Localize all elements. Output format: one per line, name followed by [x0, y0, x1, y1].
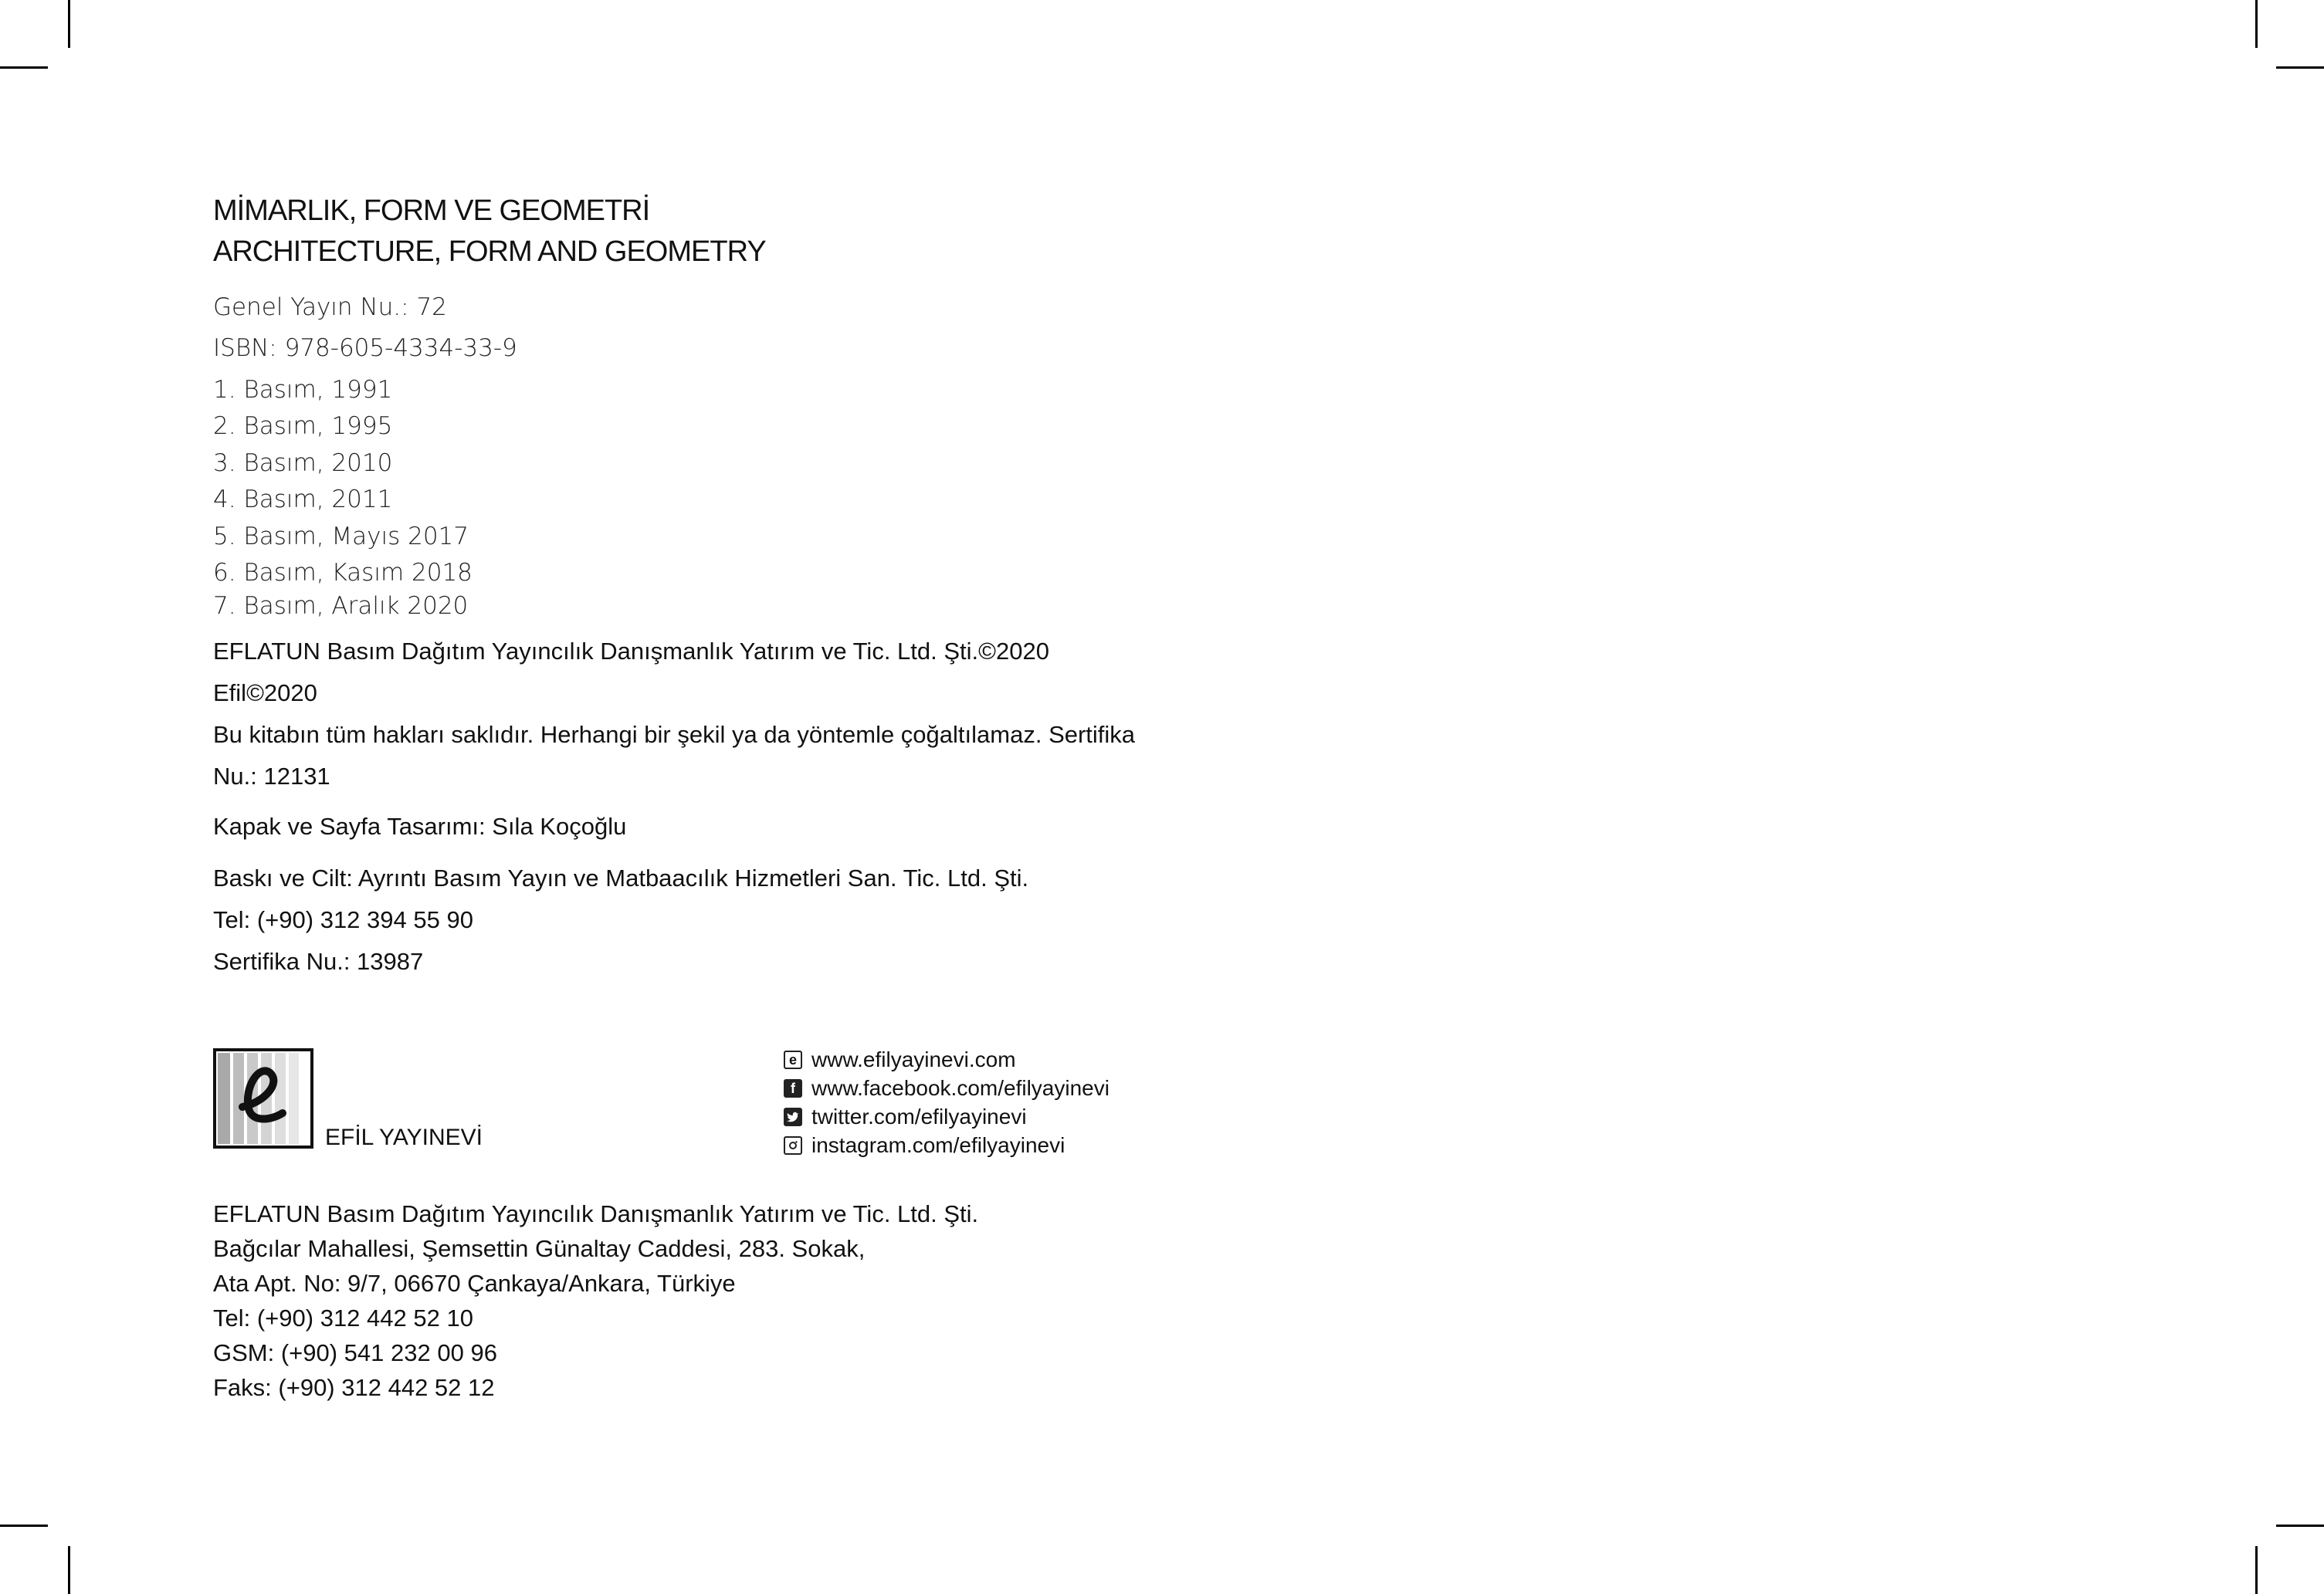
- crop-mark: [2276, 66, 2324, 69]
- print-phone: Tel: (+90) 312 394 55 90: [213, 906, 473, 933]
- print-info: Baskı ve Cilt: Ayrıntı Basım Yayın ve Matbaacılık Hizmetleri San. Tic. Ltd. Şti.: [213, 865, 1029, 892]
- title-turkish: MİMARLIK, FORM VE GEOMETRİ: [213, 195, 650, 227]
- address-street: Bağcılar Mahallesi, Şemsettin Günaltay Caddesi, 283. Sokak,: [213, 1235, 866, 1262]
- address-city: Ata Apt. No: 9/7, 06670 Çankaya/Ankara, Türkiye: [213, 1270, 736, 1297]
- edition-line: 2. Basım, 1995: [213, 412, 393, 440]
- address-company: EFLATUN Basım Dağıtım Yayıncılık Danışmanlık Yatırım ve Tic. Ltd. Şti.: [213, 1200, 979, 1227]
- instagram-url: instagram.com/efilyayinevi: [811, 1133, 1065, 1157]
- facebook-link[interactable]: [784, 1076, 1109, 1101]
- edition-line: 6. Basım, Kasım 2018: [213, 559, 473, 587]
- copyright-efil: Efil©2020: [213, 679, 317, 706]
- edition-line: 1. Basım, 1991: [213, 376, 393, 404]
- title-english: ARCHITECTURE, FORM AND GEOMETRY: [213, 235, 766, 268]
- crop-mark: [2255, 1546, 2258, 1594]
- address-gsm: GSM: (+90) 541 232 00 96: [213, 1339, 497, 1366]
- crop-mark: [68, 0, 70, 48]
- edition-line: 4. Basım, 2011: [213, 486, 393, 513]
- instagram-icon: [784, 1136, 802, 1155]
- crop-mark: [0, 1525, 48, 1527]
- print-certificate: Sertifika Nu.: 13987: [213, 948, 424, 975]
- twitter-link[interactable]: [784, 1105, 1027, 1129]
- efil-logo: [213, 1048, 313, 1149]
- efil-logo-icon: [216, 1051, 310, 1146]
- design-credit: Kapak ve Sayfa Tasarımı: Sıla Koçoğlu: [213, 813, 627, 840]
- crop-mark: [68, 1546, 70, 1594]
- crop-mark: [2255, 0, 2258, 48]
- twitter-icon: [784, 1108, 802, 1126]
- website-url: www.efilyayinevi.com: [811, 1047, 1016, 1071]
- address-fax: Faks: (+90) 312 442 52 12: [213, 1374, 495, 1401]
- edition-line: 3. Basım, 2010: [213, 449, 393, 477]
- crop-mark: [0, 66, 48, 69]
- copyright-company: EFLATUN Basım Dağıtım Yayıncılık Danışmanlık Yatırım ve Tic. Ltd. Şti.©2020: [213, 638, 1049, 665]
- edition-line: 5. Basım, Mayıs 2017: [213, 523, 469, 550]
- facebook-url: www.facebook.com/efilyayinevi: [811, 1076, 1109, 1100]
- rights-notice: Bu kitabın tüm hakları saklıdır. Herhangi bir şekil ya da yöntemle çoğaltılamaz. Sertifika: [213, 721, 1136, 748]
- general-publication-number: Genel Yayın Nu.: 72: [213, 293, 447, 321]
- isbn: ISBN: 978-605-4334-33-9: [213, 334, 517, 362]
- instagram-link[interactable]: [784, 1133, 1065, 1158]
- rights-notice: Nu.: 12131: [213, 763, 330, 790]
- efil-logo-icon: e: [784, 1051, 802, 1069]
- crop-mark: [2276, 1525, 2324, 1527]
- website-link[interactable]: [784, 1047, 1016, 1072]
- twitter-url: twitter.com/efilyayinevi: [811, 1105, 1027, 1129]
- address-phone: Tel: (+90) 312 442 52 10: [213, 1305, 473, 1332]
- facebook-icon: f: [784, 1079, 802, 1098]
- edition-line: 7. Basım, Aralık 2020: [213, 592, 469, 620]
- publisher-name: EFİL YAYINEVİ: [325, 1125, 483, 1150]
